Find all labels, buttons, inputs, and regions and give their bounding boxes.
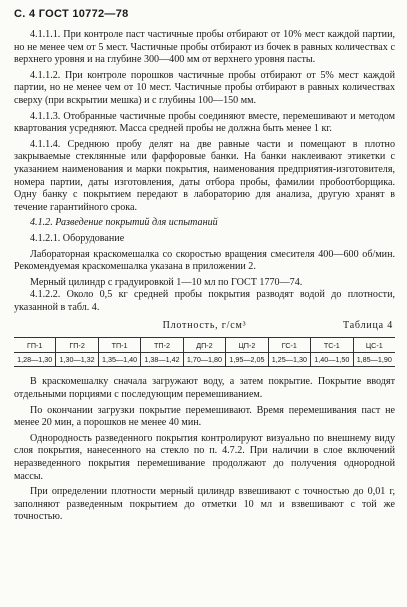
table-cell: 1,70—1,80 [183, 353, 225, 367]
paragraph-4-1-1-2: 4.1.1.2. При контроле порошков частичные пробы отбирают от 5% мест каждой партии, но не менее чем от 10 мест. Частичные пробы отбирают в равных количествах сверху (при вскрытии мешка) и с глубины 100—150 мм. [14, 69, 395, 106]
table-cell: 1,38—1,42 [141, 353, 183, 367]
table-header-cell: ГП-2 [56, 338, 98, 353]
table-header-cell: ТС-1 [311, 338, 353, 353]
table-cell: 1,95—2,05 [226, 353, 268, 367]
paragraph-4-1-2-1: 4.1.2.1. Оборудование [30, 232, 125, 244]
table-title: Плотность, г/см³ [162, 320, 247, 332]
table-caption [14, 320, 395, 334]
paragraph-uniformity: Однородность разведенного покрытия контролируют визуально по внешнему виду слоя покрытия, нанесенного на стекло по п. 4.7.2. При наличии в слое включений неразведенного покрытия перемешивание продолжают до получения однородной массы. [14, 432, 395, 482]
table-header-cell: ГП-1 [14, 338, 56, 353]
table-cell: 1,40—1,50 [311, 353, 353, 367]
table-header-cell: ГС-1 [268, 338, 310, 353]
paragraph-4-1-1-3: 4.1.1.3. Отобранные частичные пробы соединяют вместе, перемешивают и методом квартования усредняют. Масса средней пробы не должна быть менее 1 кг. [14, 110, 395, 135]
table-cell: 1,25—1,30 [268, 353, 310, 367]
page-header: С. 4 ГОСТ 10772—78 [14, 8, 129, 20]
table-header-cell: ЦС-1 [353, 338, 395, 353]
paragraph-4-1-1-1: 4.1.1.1. При контроле паст частичные пробы отбирают от 10% мест каждой партии, но не менее чем от 5 мест. Частичные пробы отбирают из бочек в равных количествах с верхнего уровня и на глубине 300—400 мм от верхнего уровня пасты. [14, 29, 395, 66]
table-cell: 1,85—1,90 [353, 353, 395, 367]
table-cell: 1,35—1,40 [98, 353, 140, 367]
table-header-cell: ТП-2 [141, 338, 183, 353]
table-header-row [14, 338, 395, 353]
paragraph-4-1-1-4: 4.1.1.4. Среднюю пробу делят на две равные части и помещают в плотно закрываемые стеклянные или фарфоровые банки. На банки наклеивают этикетки с указанием наименования и марки покрытия, наименования предприятия-изготовителя, номера партии, даты изготовления, даты отбора пробы, фамилии пробоотборщика. Одну банку с покрытием передают в лабораторию для анализа, другую хранят в течение гарантийного срока. [14, 138, 395, 213]
paragraph-mixing-order: В краскомешалку сначала загружают воду, а затем покрытие. Покрытие вводят отдельными порциями с последующим перемешиванием. [14, 376, 395, 401]
table-cell: 1,30—1,32 [56, 353, 98, 367]
paragraph-density-measure: При определении плотности мерный цилиндр взвешивают с точностью до 0,01 г, заполняют разведенным покрытием до отметки 10 мл и взвешивают с той же точностью. [14, 486, 395, 523]
table-row [14, 353, 395, 367]
paragraph-equipment-mixer: Лабораторная краскомешалка со скоростью вращения смесителя 400—600 об/мин. Рекомендуемая краскомешалка указана в приложении 2. [14, 248, 395, 273]
paragraph-4-1-2-2: 4.1.2.2. Около 0,5 кг средней пробы покрытия разводят водой до плотности, указанной в табл. 4. [14, 289, 395, 313]
table-cell: 1,28—1,30 [14, 353, 56, 367]
paragraph-mixing-time: По окончании загрузки покрытие перемешивают. Время перемешивания паст не менее 20 мин, а порошков не менее 40 мин. [14, 404, 395, 429]
table-header-cell: ДП-2 [183, 338, 225, 353]
table-header-cell: ТП-1 [98, 338, 140, 353]
paragraph-equipment-cylinder: Мерный цилиндр с градуировкой 1—10 мл по ГОСТ 1770—74. [30, 276, 303, 288]
section-heading-4-1-2: 4.1.2. Разведение покрытий для испытаний [30, 217, 218, 229]
density-table [14, 337, 395, 367]
table-number: Таблица 4 [343, 320, 393, 332]
table-header-cell: ЦП-2 [226, 338, 268, 353]
